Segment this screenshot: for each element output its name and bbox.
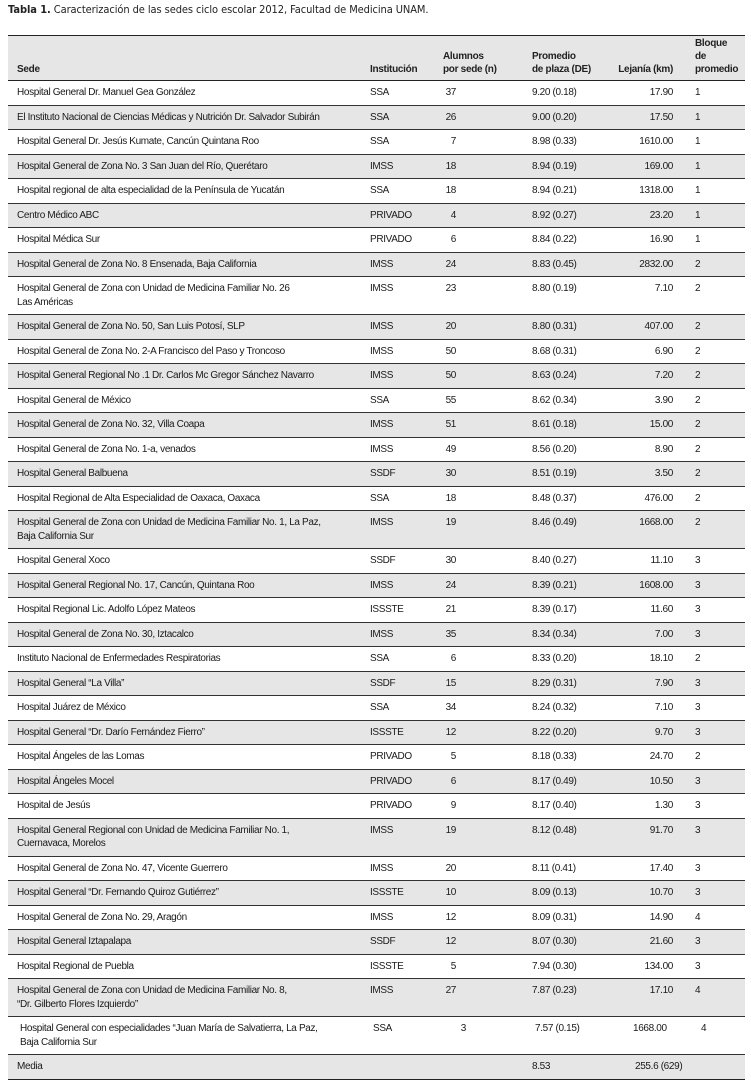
- table-row: [8, 745, 745, 770]
- cell-lejania: 476.00: [644, 492, 673, 504]
- cell-lejania: 16.90: [649, 234, 673, 245]
- cell-institucion: IMSS: [370, 628, 394, 640]
- cell-alumnos: 12: [445, 726, 456, 738]
- cell-institucion: SSA: [370, 136, 389, 147]
- cell-alumnos: 26: [445, 111, 456, 123]
- cell-alumnos: 21: [445, 604, 456, 615]
- cell-promedio: 8.94 (0.21): [532, 185, 577, 196]
- cell-institucion: SSA: [370, 702, 389, 713]
- cell-institucion: ISSSTE: [370, 960, 404, 972]
- cell-promedio: 8.84 (0.22): [532, 234, 577, 245]
- cell-institucion: PRIVADO: [370, 800, 412, 811]
- cell-bloque: 2: [695, 653, 701, 664]
- table-row: [8, 105, 745, 130]
- cell-sede: Hospital Ángeles de las Lomas: [17, 751, 145, 762]
- cell-bloque: 2: [695, 394, 701, 406]
- cell-promedio: 8.48 (0.37): [532, 492, 577, 504]
- table-row: [8, 511, 745, 549]
- cell-promedio: 7.94 (0.30): [532, 960, 577, 972]
- cell-promedio: 8.17 (0.49): [532, 775, 577, 787]
- cell-lejania: 10.70: [649, 887, 673, 898]
- cell-sede: Hospital General Regional No .1 Dr. Carlos Mc Gregor Sánchez Navarro: [17, 370, 314, 381]
- cell-institucion: IMSS: [370, 345, 394, 357]
- table-row: [8, 671, 745, 696]
- cell-sede: Hospital General Dr. Manuel Gea González: [17, 87, 196, 98]
- table-row: [8, 413, 745, 438]
- cell-promedio: 8.98 (0.33): [532, 136, 577, 147]
- cell-institucion: SSDF: [370, 936, 396, 947]
- table-row: [8, 573, 745, 598]
- cell-promedio: 8.40 (0.27): [532, 555, 577, 566]
- cell-alumnos: 19: [445, 517, 456, 528]
- cell-bloque: 3: [695, 862, 701, 874]
- cell-lejania: 24.70: [649, 751, 673, 762]
- cell-institucion: SSA: [370, 394, 389, 406]
- cell-lejania: 23.20: [649, 209, 673, 221]
- cell-institucion: SSA: [370, 492, 389, 504]
- cell-lejania: 7.10: [654, 283, 673, 294]
- cell-lejania: 2832.00: [639, 258, 673, 270]
- cell-institucion: ISSSTE: [370, 887, 404, 898]
- cell-bloque: 4: [695, 985, 701, 996]
- cell-sede: Hospital Juárez de México: [17, 702, 126, 713]
- cell-bloque: 3: [695, 677, 701, 689]
- cell-alumnos: 19: [445, 824, 456, 836]
- cell-institucion: SSA: [373, 1023, 392, 1034]
- cell-bloque: 2: [695, 492, 701, 504]
- cell-lejania: 11.10: [650, 555, 673, 566]
- cell-alumnos: 15: [445, 677, 456, 689]
- cell-promedio: 8.46 (0.49): [532, 517, 577, 528]
- cell-institucion: IMSS: [370, 985, 394, 996]
- cell-sede: Hospital de Jesús: [17, 800, 90, 811]
- table-row: [8, 794, 745, 819]
- cell-lejania: 17.40: [649, 862, 673, 874]
- cell-lejania: 17.10: [649, 985, 673, 996]
- cell-promedio: 8.94 (0.19): [532, 160, 577, 172]
- table-row: [8, 364, 745, 389]
- cell-sede: Hospital Médica Sur: [17, 234, 100, 245]
- cell-sede: Hospital General Iztapalapa: [17, 936, 131, 947]
- cell-promedio: 8.33 (0.20): [532, 653, 577, 664]
- cell-sede: Hospital General Balbuena: [17, 468, 128, 479]
- cell-promedio: 8.68 (0.31): [532, 345, 577, 357]
- cell-promedio: 8.51 (0.19): [532, 468, 577, 479]
- header-promedio: Promedio de plaza (DE): [532, 51, 591, 75]
- table-body: [8, 81, 745, 1080]
- cell-promedio: 8.11 (0.41): [532, 862, 576, 874]
- mean-institucion: [370, 1055, 441, 1080]
- cell-alumnos: 6: [450, 234, 456, 245]
- cell-promedio: 8.39 (0.17): [532, 604, 577, 615]
- cell-alumnos: 24: [445, 258, 456, 270]
- cell-bloque: 2: [695, 517, 701, 528]
- cell-bloque: 1: [695, 136, 701, 147]
- cell-bloque: 2: [695, 345, 701, 357]
- cell-alumnos: 20: [445, 321, 456, 332]
- cell-sede: Hospital General de Zona No. 47, Vicente Guerrero: [17, 862, 228, 874]
- cell-institucion: IMSS: [370, 911, 394, 923]
- mean-alumnos: [441, 1055, 530, 1080]
- cell-sede: Hospital General “Dr. Darío Fernández Fierro”: [17, 726, 205, 738]
- caption-text: Caracterización de las sedes ciclo escolar 2012, Facultad de Medicina UNAM.: [50, 3, 429, 16]
- cell-alumnos: 49: [445, 443, 456, 455]
- cell-alumnos: 50: [445, 370, 456, 381]
- cell-promedio: 8.61 (0.18): [532, 419, 577, 430]
- cell-bloque: 3: [695, 702, 701, 713]
- cell-sede: Hospital General con especialidades “Juan María de Salvatierra, La Paz, Baja California Sur: [20, 1023, 318, 1048]
- table-row: [8, 856, 745, 881]
- cell-alumnos: 18: [445, 492, 456, 504]
- cell-lejania: 17.90: [649, 87, 673, 98]
- cell-sede: Hospital General Regional con Unidad de Medicina Familiar No. 1, Cuernavaca, Morelos: [17, 824, 290, 849]
- cell-institucion: SSA: [370, 185, 389, 196]
- cell-alumnos: 37: [445, 87, 456, 98]
- cell-sede: Hospital regional de alta especialidad de la Península de Yucatán: [17, 185, 285, 196]
- cell-bloque: 2: [695, 258, 701, 270]
- cell-lejania: 18.10: [649, 653, 673, 664]
- cell-alumnos: 20: [445, 862, 456, 874]
- cell-lejania: 1608.00: [639, 579, 673, 591]
- cell-lejania: 10.50: [649, 775, 673, 787]
- cell-lejania: 9.70: [654, 726, 673, 738]
- cell-institucion: SSDF: [370, 677, 396, 689]
- cell-sede: Hospital General de Zona No. 2-A Francisco del Paso y Troncoso: [17, 345, 285, 357]
- cell-bloque: 3: [695, 628, 701, 640]
- cell-promedio: 8.34 (0.34): [532, 628, 577, 640]
- cell-lejania: 7.20: [654, 370, 673, 381]
- cell-bloque: 3: [695, 775, 701, 787]
- cell-institucion: IMSS: [370, 824, 394, 836]
- table-row: [8, 549, 745, 574]
- cell-lejania: 7.90: [654, 677, 673, 689]
- cell-sede: Hospital General Regional No. 17, Cancún, Quintana Roo: [17, 579, 255, 591]
- cell-promedio: 8.18 (0.33): [532, 751, 577, 762]
- table-row: [8, 905, 745, 930]
- sedes-table: [8, 35, 745, 1080]
- cell-sede: Hospital General “La Villa”: [17, 677, 125, 689]
- cell-institucion: IMSS: [370, 321, 394, 332]
- cell-alumnos: 9: [450, 800, 456, 811]
- table-row: [8, 315, 745, 340]
- cell-institucion: IMSS: [370, 517, 394, 528]
- cell-promedio: 8.92 (0.27): [532, 209, 577, 221]
- cell-alumnos: 5: [450, 960, 456, 972]
- cell-alumnos: 55: [445, 394, 456, 406]
- cell-alumnos: 30: [445, 555, 456, 566]
- cell-promedio: 8.62 (0.34): [532, 394, 577, 406]
- cell-lejania: 1668.00: [633, 1023, 667, 1034]
- cell-promedio: 8.63 (0.24): [532, 370, 577, 381]
- cell-sede: Hospital Regional de Alta Especialidad de Oaxaca, Oaxaca: [17, 492, 260, 504]
- cell-alumnos: 10: [445, 887, 456, 898]
- cell-lejania: 7.00: [654, 628, 673, 640]
- cell-bloque: 3: [695, 800, 701, 811]
- mean-lejania: 255.6 (629): [635, 1061, 683, 1072]
- cell-promedio: 9.20 (0.18): [532, 87, 577, 98]
- cell-lejania: 7.10: [654, 702, 673, 713]
- cell-alumnos: 27: [445, 985, 456, 996]
- cell-bloque: 1: [695, 209, 701, 221]
- cell-bloque: 2: [695, 321, 701, 332]
- cell-bloque: 3: [695, 555, 701, 566]
- cell-alumnos: 3: [460, 1023, 466, 1034]
- cell-alumnos: 6: [450, 653, 456, 664]
- mean-row: [8, 1055, 745, 1080]
- table-row: [8, 881, 745, 906]
- table-header: [8, 36, 745, 81]
- table-row: [8, 154, 745, 179]
- cell-institucion: PRIVADO: [370, 751, 412, 762]
- cell-sede: Hospital Regional Lic. Adolfo López Mateos: [17, 604, 196, 615]
- cell-lejania: 8.90: [654, 443, 673, 455]
- cell-alumnos: 7: [450, 136, 456, 147]
- cell-lejania: 1318.00: [639, 185, 673, 196]
- cell-sede: Hospital Regional de Puebla: [17, 960, 134, 972]
- cell-alumnos: 6: [450, 775, 456, 787]
- cell-institucion: SSA: [370, 653, 389, 664]
- cell-bloque: 3: [695, 604, 701, 615]
- cell-institucion: IMSS: [370, 370, 394, 381]
- cell-institucion: SSDF: [370, 468, 396, 479]
- mean-promedio: 8.53: [532, 1061, 551, 1072]
- cell-lejania: 91.70: [649, 824, 673, 836]
- cell-bloque: 4: [701, 1023, 707, 1034]
- table-row: [8, 696, 745, 721]
- table-row: [8, 598, 745, 623]
- cell-lejania: 3.90: [654, 394, 673, 406]
- cell-promedio: 8.39 (0.21): [532, 579, 577, 591]
- cell-institucion: IMSS: [370, 160, 394, 172]
- cell-sede: Hospital General de Zona No. 32, Villa Coapa: [17, 419, 205, 430]
- cell-lejania: 1668.00: [639, 517, 673, 528]
- cell-lejania: 134.00: [644, 960, 673, 972]
- cell-alumnos: 18: [445, 185, 456, 196]
- cell-institucion: IMSS: [370, 258, 394, 270]
- table-row: [8, 203, 745, 228]
- cell-lejania: 21.60: [649, 936, 673, 947]
- cell-sede: Hospital General de Zona No. 8 Ensenada, Baja California: [17, 258, 257, 270]
- cell-alumnos: 23: [445, 283, 456, 294]
- cell-promedio: 8.22 (0.20): [532, 726, 577, 738]
- cell-promedio: 7.57 (0.15): [535, 1023, 580, 1034]
- cell-sede: Hospital General de Zona con Unidad de Medicina Familiar No. 26 Las Américas: [17, 283, 290, 308]
- cell-lejania: 169.00: [644, 160, 673, 172]
- cell-bloque: 3: [695, 579, 701, 591]
- cell-sede: Hospital General “Dr. Fernando Quiroz Gutiérrez”: [17, 887, 219, 898]
- cell-bloque: 3: [695, 936, 701, 947]
- table-row: [8, 252, 745, 277]
- cell-bloque: 2: [695, 468, 701, 479]
- cell-sede: Hospital General de Zona con Unidad de Medicina Familiar No. 1, La Paz, Baja California Sur: [17, 517, 321, 542]
- cell-lejania: 17.50: [649, 111, 673, 123]
- header-lejania: Lejanía (km): [618, 64, 673, 75]
- header-institucion: Institución: [370, 64, 418, 75]
- cell-sede: Hospital General de Zona No. 3 San Juan del Río, Querétaro: [17, 160, 268, 172]
- cell-promedio: 8.09 (0.31): [532, 911, 577, 923]
- cell-alumnos: 35: [445, 628, 456, 640]
- cell-promedio: 8.24 (0.32): [532, 702, 577, 713]
- cell-alumnos: 30: [445, 468, 456, 479]
- cell-bloque: 3: [695, 960, 701, 972]
- header-bloque: Bloque de promedio: [695, 38, 739, 75]
- cell-lejania: 6.90: [654, 345, 673, 357]
- cell-sede: Hospital Ángeles Mocel: [17, 775, 114, 787]
- cell-alumnos: 5: [450, 751, 456, 762]
- cell-promedio: 8.17 (0.40): [532, 800, 577, 811]
- cell-sede: Hospital General de Zona No. 50, San Luis Potosí, SLP: [17, 321, 245, 332]
- mean-label: Media: [17, 1061, 43, 1072]
- table-caption: [8, 3, 428, 16]
- cell-sede: Hospital General de Zona con Unidad de Medicina Familiar No. 8, “Dr. Gilberto Flores Izquierdo”: [17, 985, 287, 1010]
- cell-sede: Hospital General de Zona No. 30, Iztacalco: [17, 628, 194, 640]
- cell-institucion: SSA: [370, 111, 389, 123]
- cell-promedio: 8.09 (0.13): [532, 887, 577, 898]
- table-row: [8, 437, 745, 462]
- cell-bloque: 2: [695, 419, 701, 430]
- cell-lejania: 1.30: [654, 800, 673, 811]
- cell-bloque: 4: [695, 911, 701, 923]
- table-row: [8, 339, 745, 364]
- cell-sede: El Instituto Nacional de Ciencias Médicas y Nutrición Dr. Salvador Subirán: [17, 111, 320, 123]
- table-row: [8, 388, 745, 413]
- table-row: [8, 622, 745, 647]
- cell-bloque: 2: [695, 370, 701, 381]
- cell-bloque: 3: [695, 726, 701, 738]
- cell-lejania: 1610.00: [639, 136, 673, 147]
- cell-bloque: 1: [695, 111, 701, 123]
- cell-sede: Instituto Nacional de Enfermedades Respiratorias: [17, 653, 221, 664]
- cell-sede: Hospital General de Zona No. 1-a, venados: [17, 443, 196, 455]
- caption-label: Tabla 1.: [8, 3, 51, 16]
- table-row: [8, 277, 745, 315]
- cell-alumnos: 51: [445, 419, 456, 430]
- cell-institucion: IMSS: [370, 443, 394, 455]
- cell-lejania: 407.00: [644, 321, 673, 332]
- cell-promedio: 8.80 (0.19): [532, 283, 577, 294]
- table-row: [8, 769, 745, 794]
- cell-bloque: 1: [695, 87, 701, 98]
- cell-alumnos: 24: [445, 579, 456, 591]
- cell-promedio: 8.12 (0.48): [532, 824, 577, 836]
- cell-institucion: IMSS: [370, 862, 394, 874]
- cell-alumnos: 50: [445, 345, 456, 357]
- cell-promedio: 7.87 (0.23): [532, 985, 577, 996]
- cell-lejania: 15.00: [649, 419, 673, 430]
- cell-bloque: 1: [695, 185, 701, 196]
- cell-institucion: PRIVADO: [370, 775, 412, 787]
- table-row: [8, 81, 745, 106]
- cell-institucion: IMSS: [370, 419, 394, 430]
- cell-alumnos: 12: [445, 936, 456, 947]
- cell-bloque: 1: [695, 160, 701, 172]
- cell-bloque: 2: [695, 283, 701, 294]
- cell-promedio: 8.56 (0.20): [532, 443, 577, 455]
- cell-bloque: 2: [695, 443, 701, 455]
- table-row: [8, 228, 745, 253]
- table-row: [8, 130, 745, 155]
- cell-alumnos: 18: [445, 160, 456, 172]
- cell-lejania: 14.90: [649, 911, 673, 923]
- cell-bloque: 2: [695, 751, 701, 762]
- cell-sede: Hospital General Xoco: [17, 555, 110, 566]
- table-row: [8, 486, 745, 511]
- cell-institucion: SSA: [370, 87, 389, 98]
- cell-institucion: ISSSTE: [370, 604, 404, 615]
- cell-bloque: 3: [695, 824, 701, 836]
- cell-alumnos: 34: [445, 702, 456, 713]
- cell-institucion: ISSSTE: [370, 726, 404, 738]
- cell-bloque: 1: [695, 234, 701, 245]
- table-row: [8, 954, 745, 979]
- cell-institucion: PRIVADO: [370, 209, 412, 221]
- cell-alumnos: 4: [450, 209, 456, 221]
- cell-institucion: IMSS: [370, 283, 394, 294]
- table-row: [8, 462, 745, 487]
- table-row: [8, 1017, 745, 1055]
- header-row: [8, 36, 745, 81]
- cell-lejania: 11.60: [650, 604, 673, 615]
- cell-alumnos: 12: [445, 911, 456, 923]
- cell-sede: Hospital General de México: [17, 394, 131, 406]
- cell-institucion: PRIVADO: [370, 234, 412, 245]
- table-row: [8, 930, 745, 955]
- cell-promedio: 8.07 (0.30): [532, 936, 577, 947]
- cell-lejania: 3.50: [654, 468, 673, 479]
- cell-institucion: IMSS: [370, 579, 394, 591]
- cell-sede: Hospital General Dr. Jesús Kumate, Cancún Quintana Roo: [17, 136, 259, 147]
- cell-sede: Hospital General de Zona No. 29, Aragón: [17, 911, 187, 923]
- cell-promedio: 9.00 (0.20): [532, 111, 577, 123]
- cell-sede: Centro Médico ABC: [17, 209, 99, 221]
- table-row: [8, 979, 745, 1017]
- header-alumnos: Alumnos por sede (n): [443, 51, 497, 75]
- cell-bloque: 3: [695, 887, 701, 898]
- table-row: [8, 179, 745, 204]
- cell-promedio: 8.80 (0.31): [532, 321, 577, 332]
- table-row: [8, 647, 745, 672]
- table-row: [8, 818, 745, 856]
- mean-bloque: [695, 1055, 745, 1080]
- table-row: [8, 720, 745, 745]
- cell-institucion: SSDF: [370, 555, 396, 566]
- cell-promedio: 8.29 (0.31): [532, 677, 577, 689]
- cell-promedio: 8.83 (0.45): [532, 258, 577, 270]
- header-sede: Sede: [17, 64, 40, 75]
